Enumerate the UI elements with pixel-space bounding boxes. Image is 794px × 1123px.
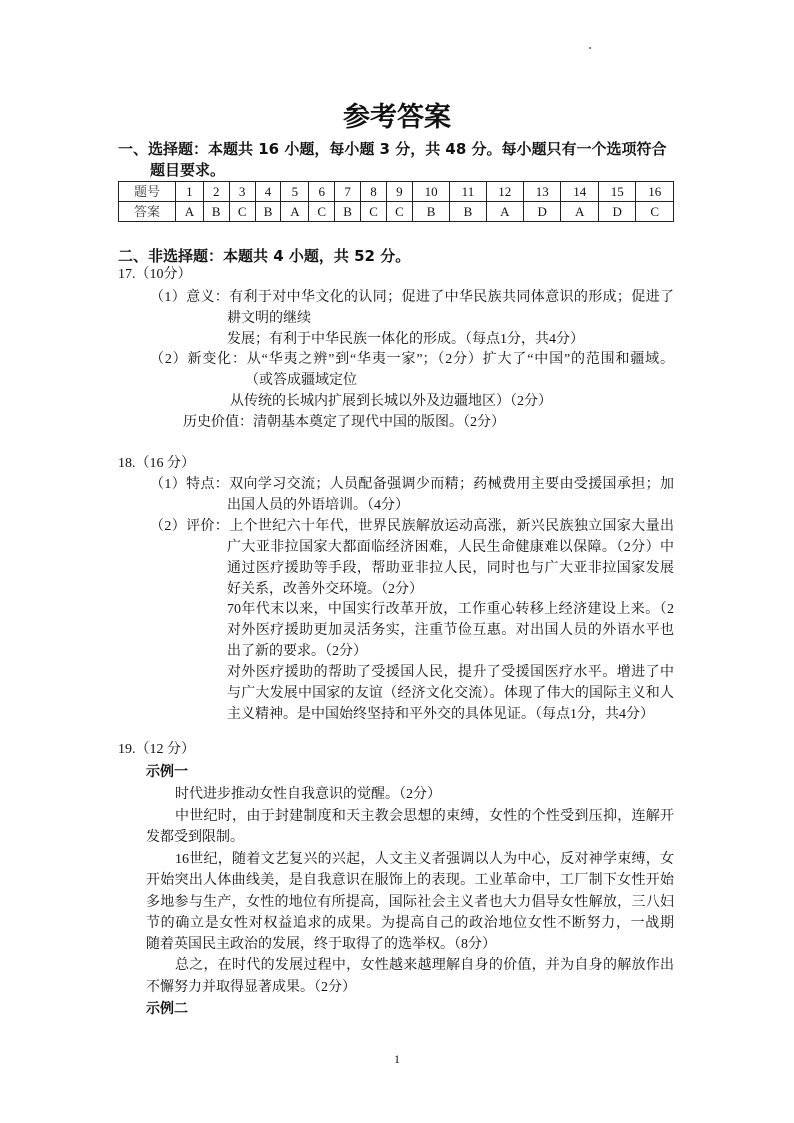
answer-line: 对外医疗援助的帮助了受援国人民，提升了受援国医疗水平。增进了中 <box>227 665 674 680</box>
table-cell: 3 <box>229 182 255 202</box>
answer-table <box>118 181 674 222</box>
stray-dot <box>589 47 591 49</box>
table-cell: C <box>361 202 387 222</box>
table-cell: 12 <box>486 182 523 202</box>
table-cell: 9 <box>386 182 412 202</box>
table-cell: 10 <box>412 182 449 202</box>
question-19-label: 19.（12 分） <box>118 742 195 757</box>
table-cell: 14 <box>561 182 598 202</box>
answer-line: 随着英国民主政治的发展，终于取得了的选举权。（8分） <box>146 937 496 952</box>
answer-line: 广大亚非拉国家大都面临经济困难，人民生命健康难以保障。（2分）中 <box>227 540 674 555</box>
table-row-answers <box>119 202 674 222</box>
table-cell: 15 <box>598 182 635 202</box>
answer-line: 主义精神。是中国始终坚持和平外交的具体见证。（每点1分，共4分） <box>227 707 654 722</box>
question-17-label: 17.（10分） <box>118 267 192 282</box>
answer-line: 中世纪时，由于封建制度和天主教会思想的束缚，女性的个性受到压抑，连解开 <box>175 809 674 824</box>
question-18-label: 18.（16 分） <box>118 456 195 471</box>
answer-line: 总之，在时代的发展过程中，女性越来越理解自身的价值，并为自身的解放作出 <box>175 958 674 973</box>
answer-line: 出了新的要求。（2分） <box>227 644 367 659</box>
table-cell: C <box>229 202 255 222</box>
table-cell: B <box>255 202 281 222</box>
answer-line: （或答成疆域定位 <box>245 373 357 388</box>
answer-line: 从传统的长城内扩展到长城以外及边疆地区）（2分） <box>230 394 552 409</box>
table-cell: C <box>636 202 674 222</box>
answer-line: 不懈努力并取得显著成果。（2分） <box>146 980 356 995</box>
answer-line: 历史价值：清朝基本奠定了现代中国的版图。（2分） <box>183 415 505 430</box>
table-cell: A <box>281 202 309 222</box>
page-title: 参考答案 <box>343 102 451 133</box>
table-cell: D <box>524 202 561 222</box>
table-cell: B <box>412 202 449 222</box>
answer-line: （2）新变化：从“华夷之辨”到“华夷一家”；（2分）扩大了“中国”的范围和疆域。 <box>150 352 674 367</box>
table-row-numbers <box>119 182 674 202</box>
answer-line: 70年代末以来，中国实行改革开放，工作重心转移上经济建设上来。（2 <box>227 602 674 617</box>
row-label: 答案 <box>119 202 176 222</box>
table-cell: 11 <box>450 182 486 202</box>
answer-line: （1）意义：有利于对中华文化的认同；促进了中华民族共同体意识的形成；促进了 <box>150 290 674 305</box>
answer-line: 发都受到限制。 <box>146 830 244 845</box>
answer-line: 开始突出人体曲线美，是自我意识在服饰上的表现。工业革命中，工厂制下女性开始 <box>146 873 674 888</box>
answer-line: 好关系，改善外交环境。（2分） <box>227 582 423 597</box>
answer-line: 对外医疗援助更加灵活务实，注重节俭互惠。对出国人员的外语水平也 <box>227 623 674 638</box>
example-2-heading: 示例二 <box>146 1001 188 1017</box>
table-cell: 2 <box>203 182 229 202</box>
table-cell: 4 <box>255 182 281 202</box>
table-cell: A <box>561 202 598 222</box>
table-cell: C <box>386 202 412 222</box>
answer-line: 耕文明的继续 <box>227 311 311 326</box>
answer-line: 时代进步推动女性自我意识的觉醒。（2分） <box>175 787 441 802</box>
table-cell: D <box>598 202 635 222</box>
answer-line: （1）特点：双向学习交流；人员配备强调少而精；药械费用主要由受援国承担；加 <box>150 477 674 492</box>
page-number: 1 <box>394 1052 400 1066</box>
table-cell: 6 <box>309 182 335 202</box>
example-1-heading: 示例一 <box>146 764 188 780</box>
table-cell: B <box>335 202 361 222</box>
row-label: 题号 <box>119 182 176 202</box>
table-cell: 8 <box>361 182 387 202</box>
section1-heading: 一、选择题：本题共 16 小题，每小题 3 分，共 48 分。每小题只有一个选项符合 <box>118 140 667 158</box>
answer-line: 通过医疗援助等手段，帮助亚非拉人民，同时也与广大亚非拉国家发展 <box>227 561 674 576</box>
answer-line: 发展；有利于中华民族一体化的形成。（每点1分，共4分） <box>227 332 584 347</box>
table-cell: A <box>486 202 523 222</box>
table-cell: A <box>176 202 204 222</box>
answer-line: 与广大发展中国家的友谊（经济文化交流）。体现了伟大的国际主义和人 <box>227 686 674 701</box>
section1-heading-cont: 题目要求。 <box>150 161 226 179</box>
table-cell: 7 <box>335 182 361 202</box>
answer-line: 节的确立是女性对权益追求的成果。为提高自己的政治地位女性不断努力，一战期 <box>146 916 674 931</box>
answer-line: 多地参与生产，女性的地位有所提高，国际社会主义者也大力倡导女性解放，三八妇 <box>146 895 674 910</box>
table-cell: 13 <box>524 182 561 202</box>
section2-heading: 二、非选择题：本题共 4 小题，共 52 分。 <box>118 247 411 265</box>
answer-line: 16世纪，随着文艺复兴的兴起，人文主义者强调以人为中心，反对神学束缚，女 <box>175 852 674 867</box>
table-cell: B <box>203 202 229 222</box>
table-cell: C <box>309 202 335 222</box>
answer-line: 出国人员的外语培训。（4分） <box>227 498 409 513</box>
answer-line: （2）评价：上个世纪六十年代，世界民族解放运动高涨，新兴民族独立国家大量出 <box>150 519 674 534</box>
table-cell: 1 <box>176 182 204 202</box>
table-cell: 5 <box>281 182 309 202</box>
table-cell: 16 <box>636 182 674 202</box>
table-cell: B <box>450 202 486 222</box>
